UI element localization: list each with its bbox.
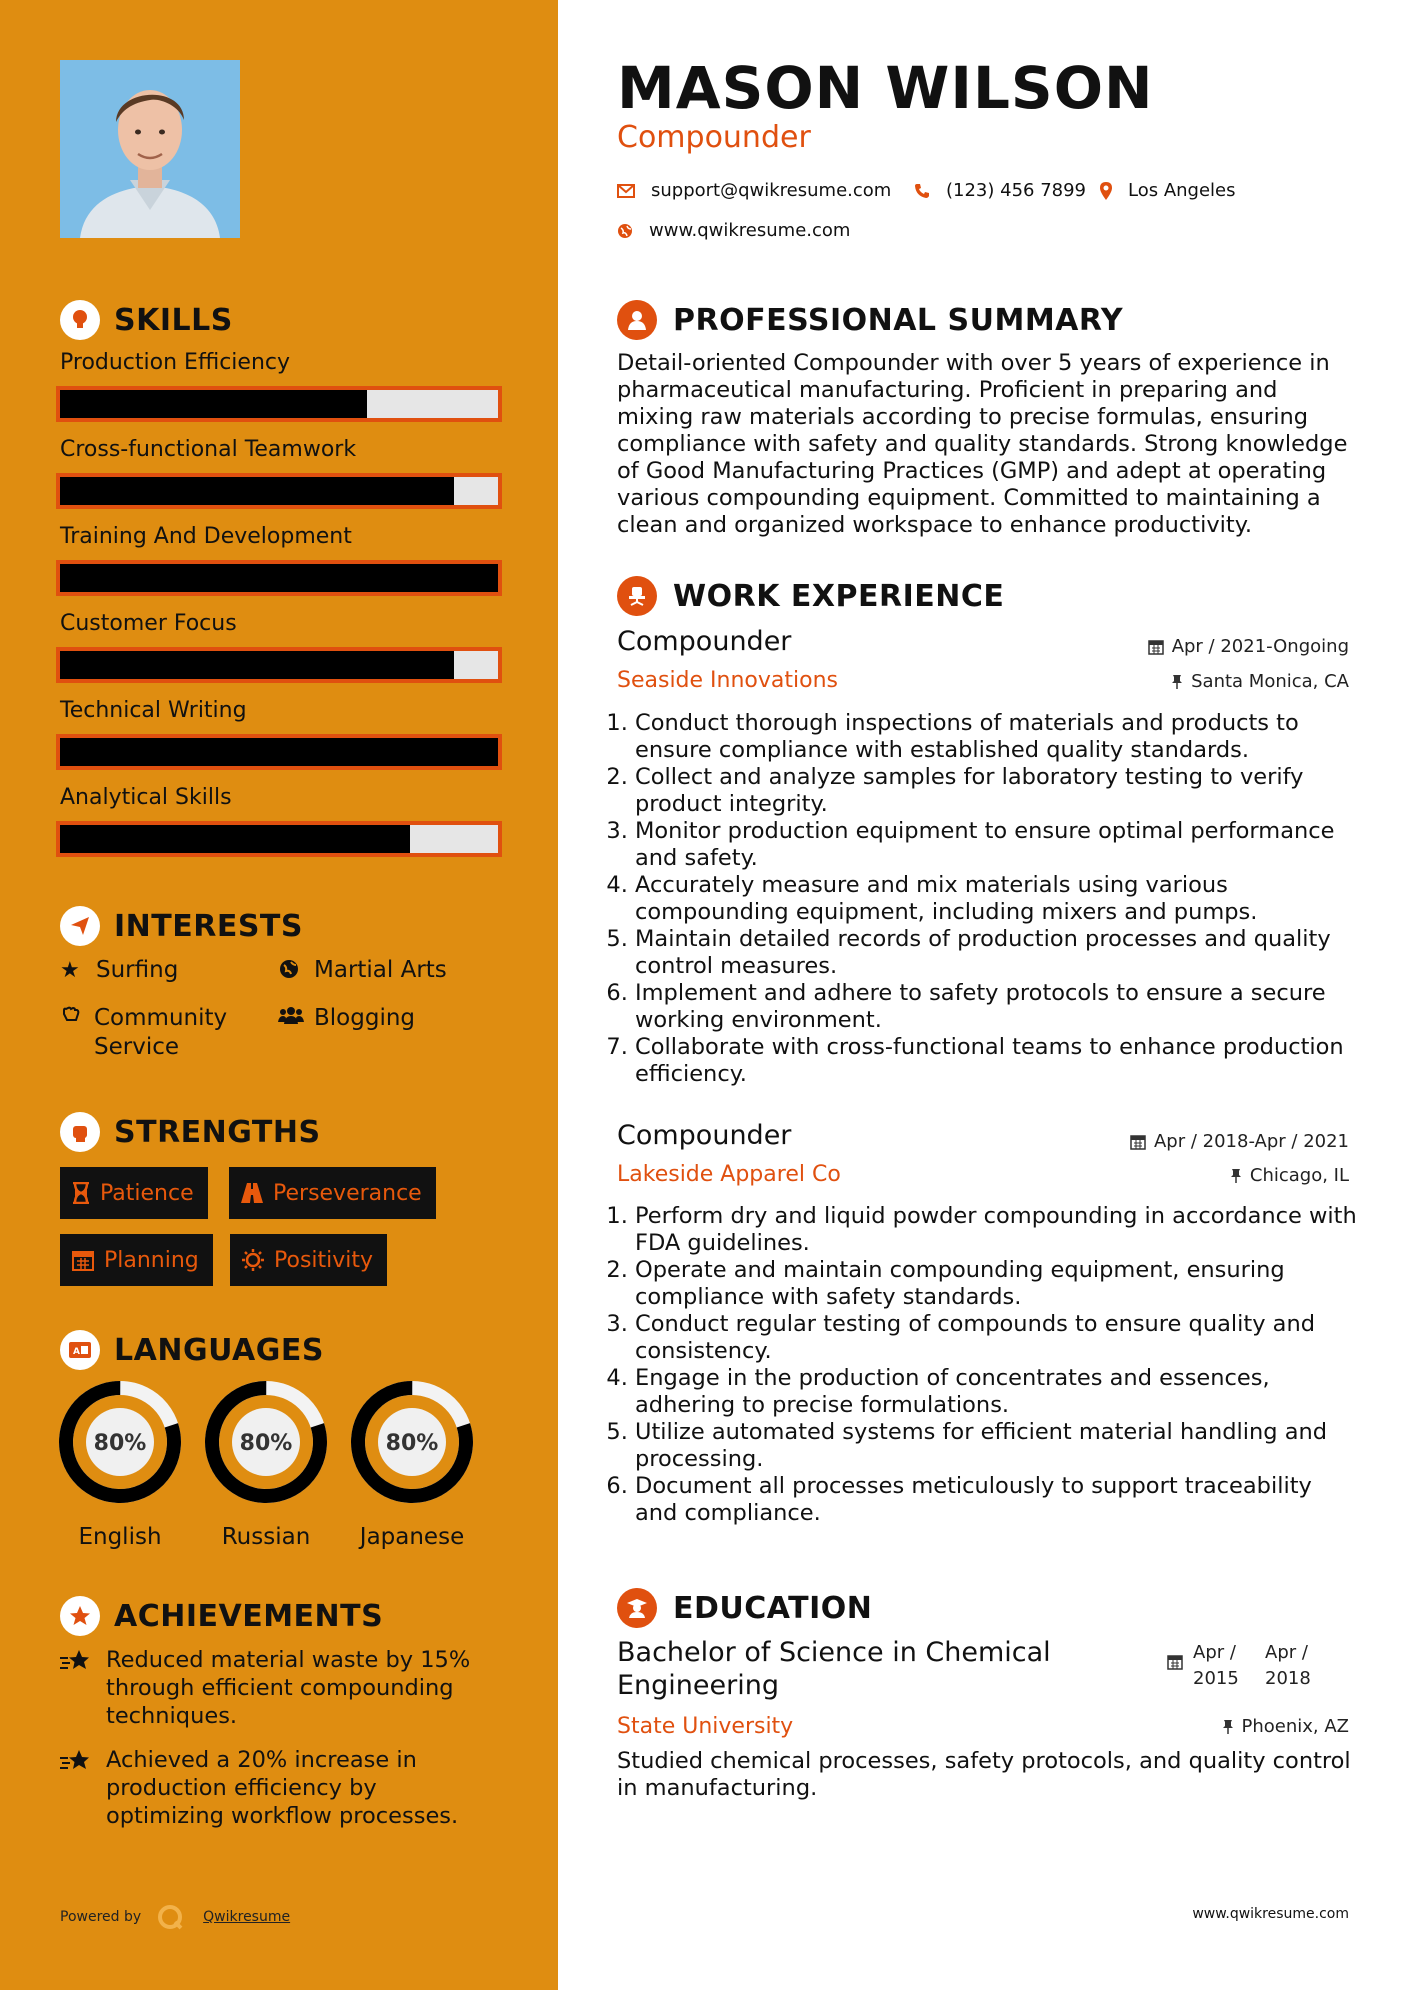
skill-bar [56, 560, 502, 596]
language-item [58, 1380, 182, 1550]
languages-heading [60, 1330, 324, 1370]
interest-label: Blogging [314, 1005, 416, 1031]
sidebar [0, 0, 558, 1990]
achievements-heading [60, 1596, 383, 1636]
skill-bar-fill [60, 477, 454, 505]
summary-heading [617, 300, 1123, 340]
shooting-star-icon [60, 1746, 92, 1830]
contact-email [617, 180, 891, 201]
qwikresume-link[interactable]: Qwikresume [203, 1909, 291, 1925]
skill-bar [56, 386, 502, 422]
duty-item: 6. Implement and adhere to safety protocols to ensure a secure working environment. [635, 980, 1360, 1034]
globe-icon [617, 223, 633, 239]
achievement-text: Achieved a 20% increase in production efficiency by optimizing workflow processes. [106, 1747, 459, 1829]
skill-label: Cross-functional Teamwork [60, 437, 357, 462]
skill-label: Production Efficiency [60, 350, 291, 375]
skill-bar [56, 821, 502, 857]
strengths-title: STRENGTHS [114, 1114, 321, 1150]
education-degree: Bachelor of Science in Chemical Engineering [617, 1637, 1051, 1701]
language-item [350, 1380, 474, 1550]
office-chair-icon [617, 576, 657, 616]
strength-badge [60, 1167, 208, 1219]
skills-heading [60, 300, 233, 340]
location-text: Los Angeles [1128, 180, 1236, 201]
calendar-icon [1167, 1640, 1183, 1692]
email-text[interactable]: support@qwikresume.com [651, 180, 892, 201]
summary-title: PROFESSIONAL SUMMARY [673, 302, 1124, 338]
duty-item: 3. Monitor production equipment to ensure optimal performance and safety. [635, 818, 1360, 872]
svg-text:A: A [73, 1347, 80, 1357]
skill-bar [56, 647, 502, 683]
contact-phone [914, 180, 1086, 201]
education-location-text: Phoenix, AZ [1241, 1716, 1349, 1737]
strength-label: Patience [100, 1180, 194, 1206]
skill-bar-fill [60, 651, 454, 679]
skill-bar-fill [60, 825, 410, 853]
job-title: Compounder [617, 626, 792, 657]
strength-label: Planning [104, 1247, 199, 1273]
interest-label: Surfing [96, 957, 179, 983]
strength-badge [229, 1167, 436, 1219]
job-location [1171, 671, 1349, 692]
interest-item [278, 956, 447, 986]
job-dates-text: Apr / 2018-Apr / 2021 [1153, 1131, 1349, 1152]
job-dates-text: Apr / 2021-Ongoing [1171, 636, 1349, 657]
achievement-item [60, 1746, 480, 1830]
duty-item: 2. Operate and maintain compounding equipment, ensuring compliance with safety standards. [635, 1257, 1360, 1311]
interest-item [60, 1004, 260, 1062]
job-dates [1130, 1131, 1349, 1152]
calendar-icon [1148, 639, 1164, 655]
globe-icon [278, 956, 302, 986]
skill-label: Technical Writing [60, 698, 247, 723]
pushpin-icon [1222, 1719, 1234, 1735]
sun-icon [242, 1249, 264, 1271]
language-percent: 80% [239, 1431, 293, 1456]
job-duties [635, 710, 1360, 1088]
powered-by-text: Powered by [60, 1909, 142, 1925]
skill-bar-fill [60, 738, 498, 766]
education-dates [1167, 1640, 1337, 1692]
contact-website [617, 220, 850, 241]
job-company: Seaside Innovations [617, 668, 838, 693]
language-percent: 80% [93, 1431, 147, 1456]
lightbulb-icon [60, 300, 100, 340]
shooting-star-icon [60, 1646, 92, 1730]
powered-by [60, 1904, 290, 1930]
summary-text: Detail-oriented Compounder with over 5 years of experience in pharmaceutical manufacturing. Proficient in preparing and mixing raw materials according to precise formulas, ensuring compliance with safety and quality standards. Strong knowledge of Good Manufacturing Practices (GMP) and adept at operating various compounding equipment. Committed to maintaining a clean and organized workspace to enhance productivity. [617, 350, 1348, 538]
interest-item [60, 956, 178, 985]
experience-title: WORK EXPERIENCE [673, 578, 1005, 614]
language-ring [58, 1380, 182, 1504]
road-icon [241, 1183, 263, 1203]
strength-badge [230, 1234, 387, 1286]
duty-item: 6. Document all processes meticulously to support traceability and compliance. [635, 1473, 1360, 1527]
duty-item: 4. Engage in the production of concentrates and essences, adhering to precise formulations. [635, 1365, 1360, 1419]
duty-item: 1. Perform dry and liquid powder compounding in accordance with FDA guidelines. [635, 1203, 1360, 1257]
language-name: Japanese [359, 1524, 465, 1550]
skill-label: Customer Focus [60, 611, 237, 636]
candidate-name: MASON WILSON [617, 54, 1154, 122]
skills-title: SKILLS [114, 302, 233, 338]
interest-label: Community Service [94, 1005, 228, 1060]
hand-icon [60, 1004, 82, 1034]
pushpin-icon [1171, 674, 1183, 690]
pushpin-icon [1230, 1168, 1242, 1184]
website-text[interactable]: www.qwikresume.com [649, 220, 851, 241]
interest-item [278, 1004, 415, 1034]
strength-badge [60, 1234, 213, 1286]
duty-item: 3. Conduct regular testing of compounds to ensure quality and consistency. [635, 1311, 1360, 1365]
duty-item: 5. Utilize automated systems for efficient material handling and processing. [635, 1419, 1360, 1473]
profile-photo [60, 60, 240, 238]
job-dates [1148, 636, 1349, 657]
duty-item: 5. Maintain detailed records of production processes and quality control measures. [635, 926, 1360, 980]
interests-heading [60, 906, 303, 946]
job-title: Compounder [617, 1120, 792, 1151]
achievement-item [60, 1646, 480, 1730]
calendar-icon [72, 1249, 94, 1271]
language-percent: 80% [385, 1431, 439, 1456]
education-title: EDUCATION [673, 1590, 873, 1626]
language-ring [350, 1380, 474, 1504]
graduate-icon [617, 1588, 657, 1628]
users-icon [278, 1004, 302, 1034]
interests-title: INTERESTS [114, 908, 303, 944]
languages-title: LANGUAGES [114, 1332, 324, 1368]
phone-text: (123) 456 7899 [946, 180, 1087, 201]
language-name: Russian [221, 1524, 311, 1550]
paper-plane-icon [60, 906, 100, 946]
map-pin-icon [1100, 182, 1112, 200]
duty-item: 1. Conduct thorough inspections of materials and products to ensure compliance with established quality standards. [635, 710, 1360, 764]
education-location [1222, 1716, 1350, 1737]
language-name: English [78, 1524, 162, 1550]
phone-icon [914, 183, 930, 199]
strength-label: Perseverance [273, 1180, 422, 1206]
skill-label: Training And Development [60, 524, 352, 549]
language-item [204, 1380, 328, 1550]
skill-bar [56, 473, 502, 509]
footer-url[interactable]: www.qwikresume.com [1192, 1906, 1349, 1922]
experience-heading [617, 576, 1004, 616]
language-icon [60, 1330, 100, 1370]
strengths-heading [60, 1112, 321, 1152]
education-end: Apr / 2018 [1265, 1642, 1311, 1689]
achievement-text: Reduced material waste by 15% through efficient compounding techniques. [106, 1647, 471, 1729]
star-icon: ★ [60, 958, 80, 983]
education-school: State University [617, 1714, 794, 1739]
calendar-icon [1130, 1134, 1146, 1150]
strength-label: Positivity [274, 1247, 374, 1273]
education-start: Apr / 2015 [1193, 1642, 1239, 1689]
job-company: Lakeside Apparel Co [617, 1162, 841, 1187]
job-location [1230, 1165, 1349, 1186]
education-description: Studied chemical processes, safety protocols, and quality control in manufacturing. [617, 1748, 1351, 1801]
education-heading [617, 1588, 872, 1628]
fist-icon [60, 1112, 100, 1152]
language-ring [204, 1380, 328, 1504]
envelope-icon [617, 184, 635, 198]
achievements-title: ACHIEVEMENTS [114, 1598, 384, 1634]
skill-bar [56, 734, 502, 770]
duty-item: 4. Accurately measure and mix materials using various compounding equipment, including mixers and pumps. [635, 872, 1360, 926]
interest-label: Martial Arts [314, 957, 447, 983]
award-star-icon [60, 1596, 100, 1636]
candidate-title: Compounder [617, 120, 811, 155]
job-location-text: Santa Monica, CA [1191, 671, 1349, 692]
user-icon [617, 300, 657, 340]
qwikresume-logo-icon [157, 1904, 183, 1930]
duty-item: 2. Collect and analyze samples for laboratory testing to verify product integrity. [635, 764, 1360, 818]
job-duties [635, 1203, 1360, 1527]
skill-label: Analytical Skills [60, 785, 232, 810]
contact-location [1100, 180, 1236, 201]
skill-bar-fill [60, 564, 498, 592]
hourglass-icon [72, 1182, 90, 1204]
skill-bar-fill [60, 390, 367, 418]
duty-item: 7. Collaborate with cross-functional teams to enhance production efficiency. [635, 1034, 1360, 1088]
job-location-text: Chicago, IL [1249, 1165, 1349, 1186]
